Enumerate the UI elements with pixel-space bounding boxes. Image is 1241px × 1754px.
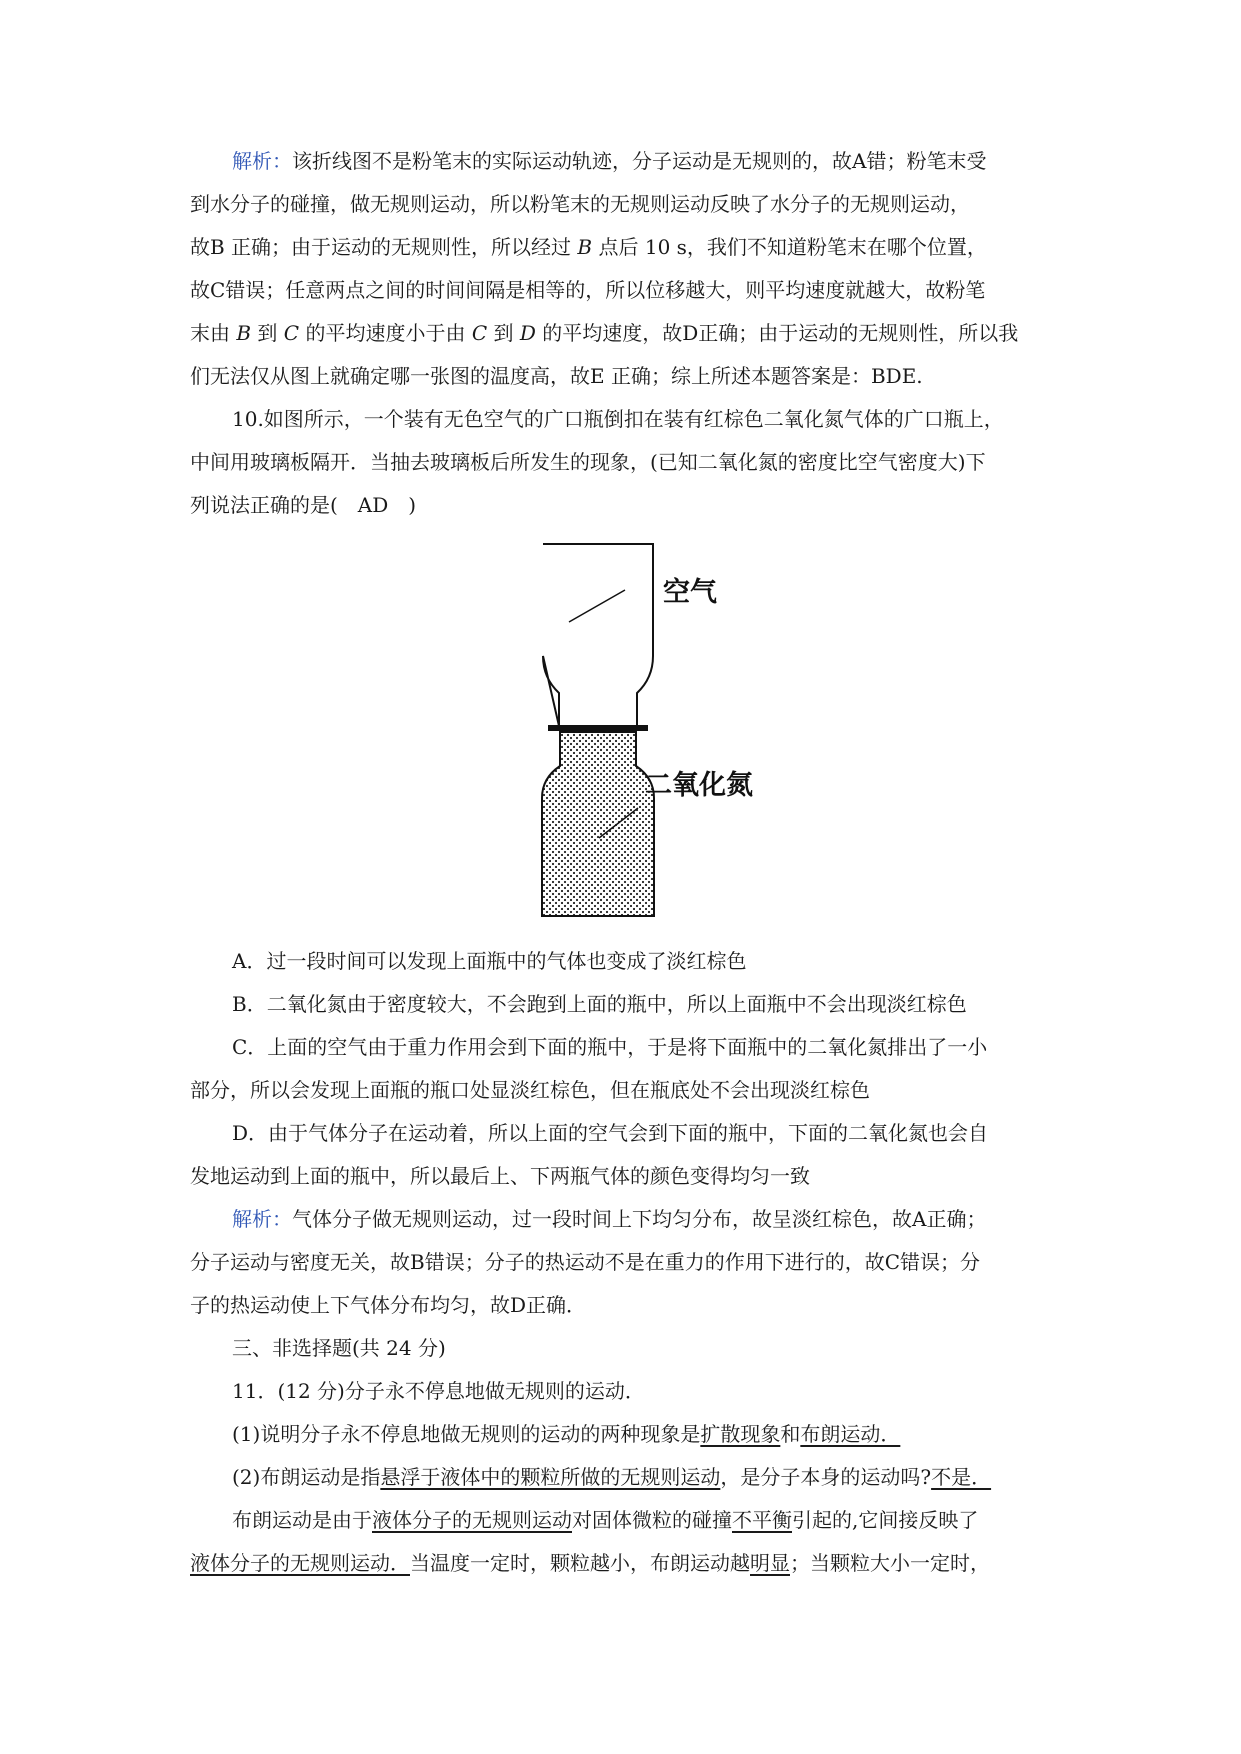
question-10-line-1: 10.如图所示，一个装有无色空气的广口瓶倒扣在装有红棕色二氧化氮气体的广口瓶上， (232, 407, 1004, 431)
analysis-label: 解析： (232, 149, 292, 173)
answer-blank: 悬浮于液体中的颗粒所做的无规则运动 (380, 1465, 721, 1489)
analysis-10-line-3: 子的热运动使上下气体分布均匀，故D正确． (190, 1293, 587, 1317)
analysis-9-line-3: 故B 正确；由于运动的无规则性，所以经过 B 点后 10 s，我们不知道粉笔末在哪个位置， (190, 235, 987, 259)
analysis-10-line-1: 解析：气体分子做无规则运动，过一段时间上下均匀分布，故呈淡红棕色，故A正确； (232, 1207, 987, 1231)
option-a: A．过一段时间可以发现上面瓶中的气体也变成了淡红棕色 (232, 949, 747, 973)
option-b: B．二氧化氮由于密度较大，不会跑到上面的瓶中，所以上面瓶中不会出现淡红棕色 (232, 992, 967, 1016)
label-air: 空气 (663, 577, 717, 608)
option-c-line-1: C．上面的空气由于重力作用会到下面的瓶中，于是将下面瓶中的二氧化氮排出了一小 (232, 1035, 988, 1059)
question-10-line-2: 中间用玻璃板隔开．当抽去玻璃板后所发生的现象，(已知二氧化氮的密度比空气密度大)下 (190, 450, 986, 474)
bottle-diagram-svg (503, 538, 793, 923)
option-d-line-2: 发地运动到上面的瓶中，所以最后上、下两瓶气体的颜色变得均匀一致 (190, 1164, 810, 1188)
question-11: 11．(12 分)分子永不停息地做无规则的运动． (232, 1379, 645, 1403)
answer-blank: 明显 (750, 1551, 790, 1575)
answer-blank: 不平衡 (732, 1508, 792, 1532)
question-10-line-3: 列说法正确的是( AD ) (190, 493, 417, 517)
analysis-9-line-1: 解析：该折线图不是粉笔末的实际运动轨迹，分子运动是无规则的，故A错；粉笔末受 (232, 149, 987, 173)
label-no2: 二氧化氮 (645, 770, 753, 801)
answer-blank: 液体分子的无规则运动 (372, 1508, 572, 1532)
answer-blank: 液体分子的无规则运动． (190, 1551, 410, 1575)
analysis-9-line-2: 到水分子的碰撞，做无规则运动，所以粉笔末的无规则运动反映了水分子的无规则运动， (190, 192, 970, 216)
question-11-part-4: 液体分子的无规则运动．当温度一定时，颗粒越小，布朗运动越明显；当颗粒大小一定时， (190, 1551, 990, 1575)
section-3-heading: 三、非选择题(共 24 分) (232, 1336, 446, 1360)
glass-plate (548, 725, 648, 731)
lower-bottle (542, 732, 654, 916)
answer-blank: 扩散现象 (700, 1422, 781, 1446)
analysis-label: 解析： (232, 1207, 292, 1231)
option-d-line-1: D．由于气体分子在运动着，所以上面的空气会到下面的瓶中，下面的二氧化氮也会自 (232, 1121, 989, 1145)
question-11-part-1: (1)说明分子永不停息地做无规则的运动的两种现象是扩散现象和布朗运动． (232, 1422, 901, 1446)
answer-blank: 不是． (931, 1465, 992, 1489)
option-c-line-2: 部分，所以会发现上面瓶的瓶口处显淡红棕色，但在瓶底处不会出现淡红棕色 (190, 1078, 870, 1102)
leader-line-air (569, 590, 625, 622)
analysis-9-line-4: 故C错误；任意两点之间的时间间隔是相等的，所以位移越大，则平均速度就越大，故粉笔 (190, 278, 986, 302)
question-11-part-2: (2)布朗运动是指悬浮于液体中的颗粒所做的无规则运动，是分子本身的运动吗?不是． (232, 1465, 992, 1489)
analysis-10-line-2: 分子运动与密度无关，故B错误；分子的热运动不是在重力的作用下进行的，故C错误；分 (190, 1250, 980, 1274)
bottle-diagram (503, 538, 793, 923)
answer-blank: 布朗运动． (800, 1422, 901, 1446)
question-11-part-3: 布朗运动是由于液体分子的无规则运动对固体微粒的碰撞不平衡引起的,它间接反映了 (232, 1508, 979, 1532)
analysis-9-line-6: 们无法仅从图上就确定哪一张图的温度高，故E 正确；综上所述本题答案是：BDE. (190, 364, 923, 388)
upper-bottle (543, 544, 653, 726)
analysis-9-line-5: 末由 B 到 C 的平均速度小于由 C 到 D 的平均速度，故D正确；由于运动的无规则性，所以我 (190, 321, 1019, 345)
